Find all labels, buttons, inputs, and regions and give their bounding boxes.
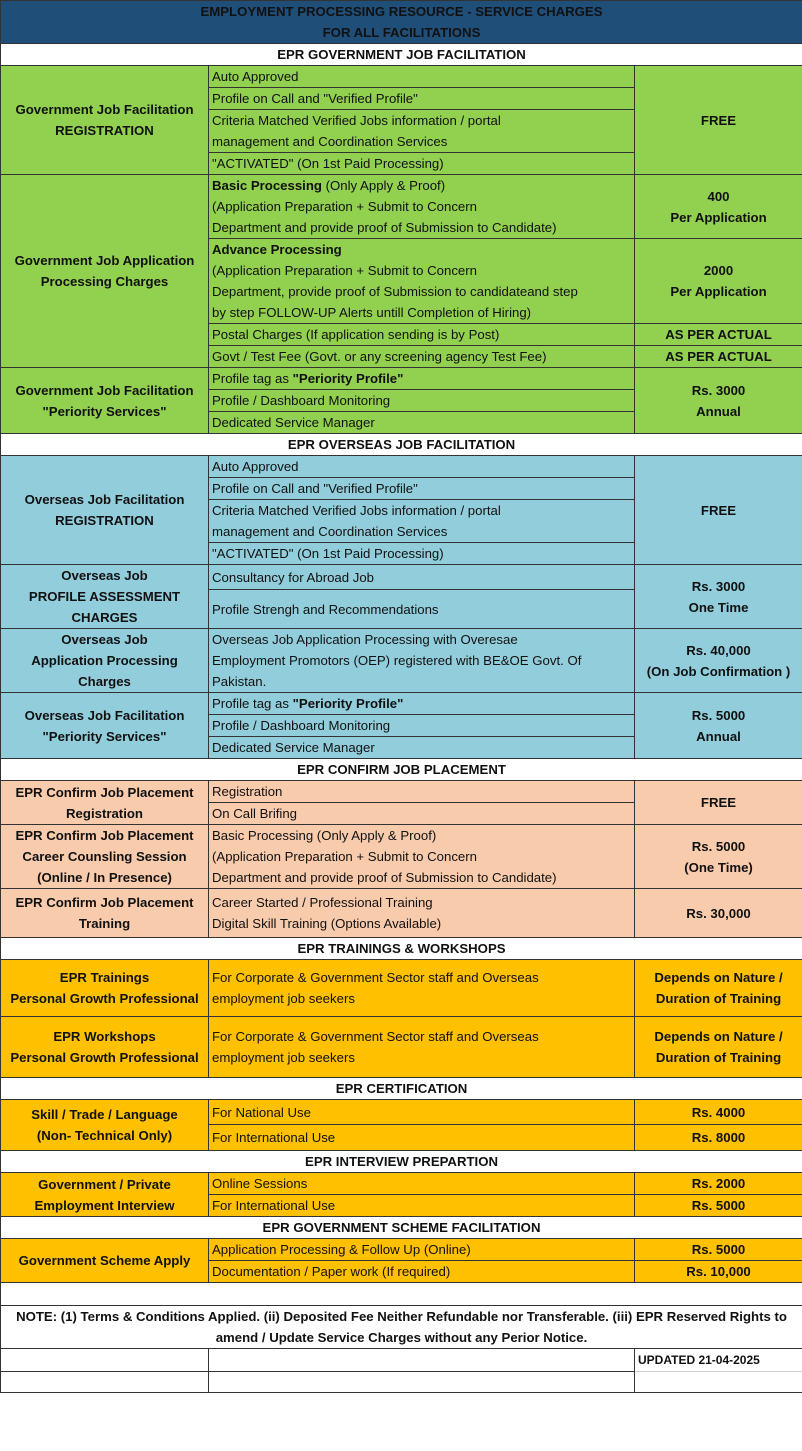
blank-row <box>1 1372 802 1393</box>
service-item: Career Started / Professional Training Digital Skill Training (Options Available) <box>209 889 635 938</box>
service-charge: Rs. 10,000 <box>635 1261 802 1283</box>
service-item: For International Use <box>209 1195 635 1217</box>
service-item: Advance Processing (Application Preparation + Submit to Concern Department, provide proof of Submission to candidateand step by step FOLLOW-UP Alerts untill Completion of Hiring) <box>209 239 635 324</box>
section-header-certification: EPR CERTIFICATION <box>1 1078 802 1100</box>
sheet-title <box>1 1 802 44</box>
service-name: Overseas Job Application Processing Charges <box>1 629 209 693</box>
table-row <box>1 825 802 889</box>
service-item: Auto Approved <box>209 456 635 478</box>
service-name: EPR Confirm Job Placement Career Counsling Session (Online / In Presence) <box>1 825 209 889</box>
updated-date: UPDATED 21-04-2025 <box>635 1349 802 1372</box>
service-name: Government / Private Employment Interview <box>1 1173 209 1217</box>
service-item: Application Processing & Follow Up (Online) <box>209 1239 635 1261</box>
note-row <box>1 1306 802 1349</box>
service-item: Profile on Call and "Verified Profile" <box>209 88 635 110</box>
service-charge: Rs. 3000 Annual <box>635 368 802 434</box>
title-line-2: FOR ALL FACILITATIONS <box>322 25 481 40</box>
table-row <box>1 889 802 938</box>
service-name: Overseas Job Facilitation REGISTRATION <box>1 456 209 565</box>
service-item: Basic Processing (Only Apply & Proof) (Application Preparation + Submit to Concern Department and provide proof of Submission to Candidate) <box>209 175 635 239</box>
service-charge: Rs. 5000 Annual <box>635 693 802 759</box>
table-row <box>1 693 802 715</box>
service-item: Postal Charges (If application sending is by Post) <box>209 324 635 346</box>
service-charge: 400 Per Application <box>635 175 802 239</box>
service-item: Overseas Job Application Processing with Overesae Employment Promotors (OEP) registered with BE&OE Govt. Of Pakistan. <box>209 629 635 693</box>
service-charge: Rs. 3000 One Time <box>635 565 802 629</box>
table-row <box>1 1173 802 1195</box>
service-name: Government Job Application Processing Charges <box>1 175 209 368</box>
service-name: Overseas Job Facilitation "Periority Services" <box>1 693 209 759</box>
table-row <box>1 960 802 1017</box>
service-item: Profile Strengh and Recommendations <box>209 590 635 629</box>
table-row <box>1 565 802 590</box>
table-row <box>1 368 802 390</box>
service-charge: Rs. 5000 (One Time) <box>635 825 802 889</box>
service-item: Govt / Test Fee (Govt. or any screening agency Test Fee) <box>209 346 635 368</box>
service-name: EPR Trainings Personal Growth Professional <box>1 960 209 1017</box>
service-name: EPR Workshops Personal Growth Professional <box>1 1017 209 1078</box>
service-charge: AS PER ACTUAL <box>635 346 802 368</box>
service-item: For Corporate & Government Sector staff and Overseas employment job seekers <box>209 960 635 1017</box>
table-row <box>1 629 802 693</box>
service-item: Auto Approved <box>209 66 635 88</box>
service-item: Dedicated Service Manager <box>209 412 635 434</box>
section-header-interview: EPR INTERVIEW PREPARTION <box>1 1151 802 1173</box>
service-item: Criteria Matched Verified Jobs information / portal management and Coordination Services <box>209 500 635 543</box>
service-item: For National Use <box>209 1100 635 1125</box>
table-row <box>1 1239 802 1261</box>
service-name: Government Job Facilitation "Periority Services" <box>1 368 209 434</box>
service-item: Basic Processing (Only Apply & Proof) (Application Preparation + Submit to Concern Department and provide proof of Submission to Candidate) <box>209 825 635 889</box>
service-item: "ACTIVATED" (On 1st Paid Processing) <box>209 543 635 565</box>
service-charge: Rs. 8000 <box>635 1125 802 1151</box>
service-name: Skill / Trade / Language (Non- Technical Only) <box>1 1100 209 1151</box>
table-row <box>1 66 802 88</box>
service-item: Online Sessions <box>209 1173 635 1195</box>
service-name: Government Scheme Apply <box>1 1239 209 1283</box>
service-item: For International Use <box>209 1125 635 1151</box>
service-charge: Rs. 2000 <box>635 1173 802 1195</box>
service-item: Profile / Dashboard Monitoring <box>209 715 635 737</box>
service-item: Criteria Matched Verified Jobs information / portal management and Coordination Services <box>209 110 635 153</box>
service-charge: Rs. 5000 <box>635 1239 802 1261</box>
service-item: Registration <box>209 781 635 803</box>
section-header-confirm: EPR CONFIRM JOB PLACEMENT <box>1 759 802 781</box>
section-header-government: EPR GOVERNMENT JOB FACILITATION <box>1 44 802 66</box>
service-name: EPR Confirm Job Placement Registration <box>1 781 209 825</box>
table-row <box>1 781 802 803</box>
title-line-1: EMPLOYMENT PROCESSING RESOURCE - SERVICE CHARGES <box>200 4 603 19</box>
service-charge: Rs. 30,000 <box>635 889 802 938</box>
service-charge: FREE <box>635 781 802 825</box>
service-charge: 2000 Per Application <box>635 239 802 324</box>
service-item: Dedicated Service Manager <box>209 737 635 759</box>
service-name: EPR Confirm Job Placement Training <box>1 889 209 938</box>
service-charge: AS PER ACTUAL <box>635 324 802 346</box>
section-header-trainings: EPR TRAININGS & WORKSHOPS <box>1 938 802 960</box>
service-charge: Rs. 40,000 (On Job Confirmation ) <box>635 629 802 693</box>
section-header-overseas: EPR OVERSEAS JOB FACILITATION <box>1 434 802 456</box>
spacer-row <box>1 1283 802 1306</box>
table-row <box>1 1017 802 1078</box>
service-item: For Corporate & Government Sector staff and Overseas employment job seekers <box>209 1017 635 1078</box>
terms-note: NOTE: (1) Terms & Conditions Applied. (ii) Deposited Fee Neither Refundable nor Transferable. (iii) EPR Reserved Rights to amend / Update Service Charges without any Perior Notice. <box>1 1306 802 1349</box>
service-item: Profile on Call and "Verified Profile" <box>209 478 635 500</box>
service-item: Documentation / Paper work (If required) <box>209 1261 635 1283</box>
service-item: On Call Brifing <box>209 803 635 825</box>
service-item: Consultancy for Abroad Job <box>209 565 635 590</box>
service-item: Profile / Dashboard Monitoring <box>209 390 635 412</box>
service-charge: Depends on Nature / Duration of Training <box>635 1017 802 1078</box>
service-item: "ACTIVATED" (On 1st Paid Processing) <box>209 153 635 175</box>
sheet-title-row <box>1 1 802 44</box>
section-header-scheme: EPR GOVERNMENT SCHEME FACILITATION <box>1 1217 802 1239</box>
table-row <box>1 175 802 239</box>
service-charge: Depends on Nature / Duration of Training <box>635 960 802 1017</box>
service-charge: FREE <box>635 456 802 565</box>
updated-row <box>1 1349 802 1372</box>
service-name: Government Job Facilitation REGISTRATION <box>1 66 209 175</box>
service-charge: Rs. 5000 <box>635 1195 802 1217</box>
service-charge: FREE <box>635 66 802 175</box>
service-item: Profile tag as "Periority Profile" <box>209 368 635 390</box>
table-row <box>1 1100 802 1125</box>
service-charge: Rs. 4000 <box>635 1100 802 1125</box>
service-item: Profile tag as "Periority Profile" <box>209 693 635 715</box>
service-name: Overseas Job PROFILE ASSESSMENT CHARGES <box>1 565 209 629</box>
table-row <box>1 456 802 478</box>
